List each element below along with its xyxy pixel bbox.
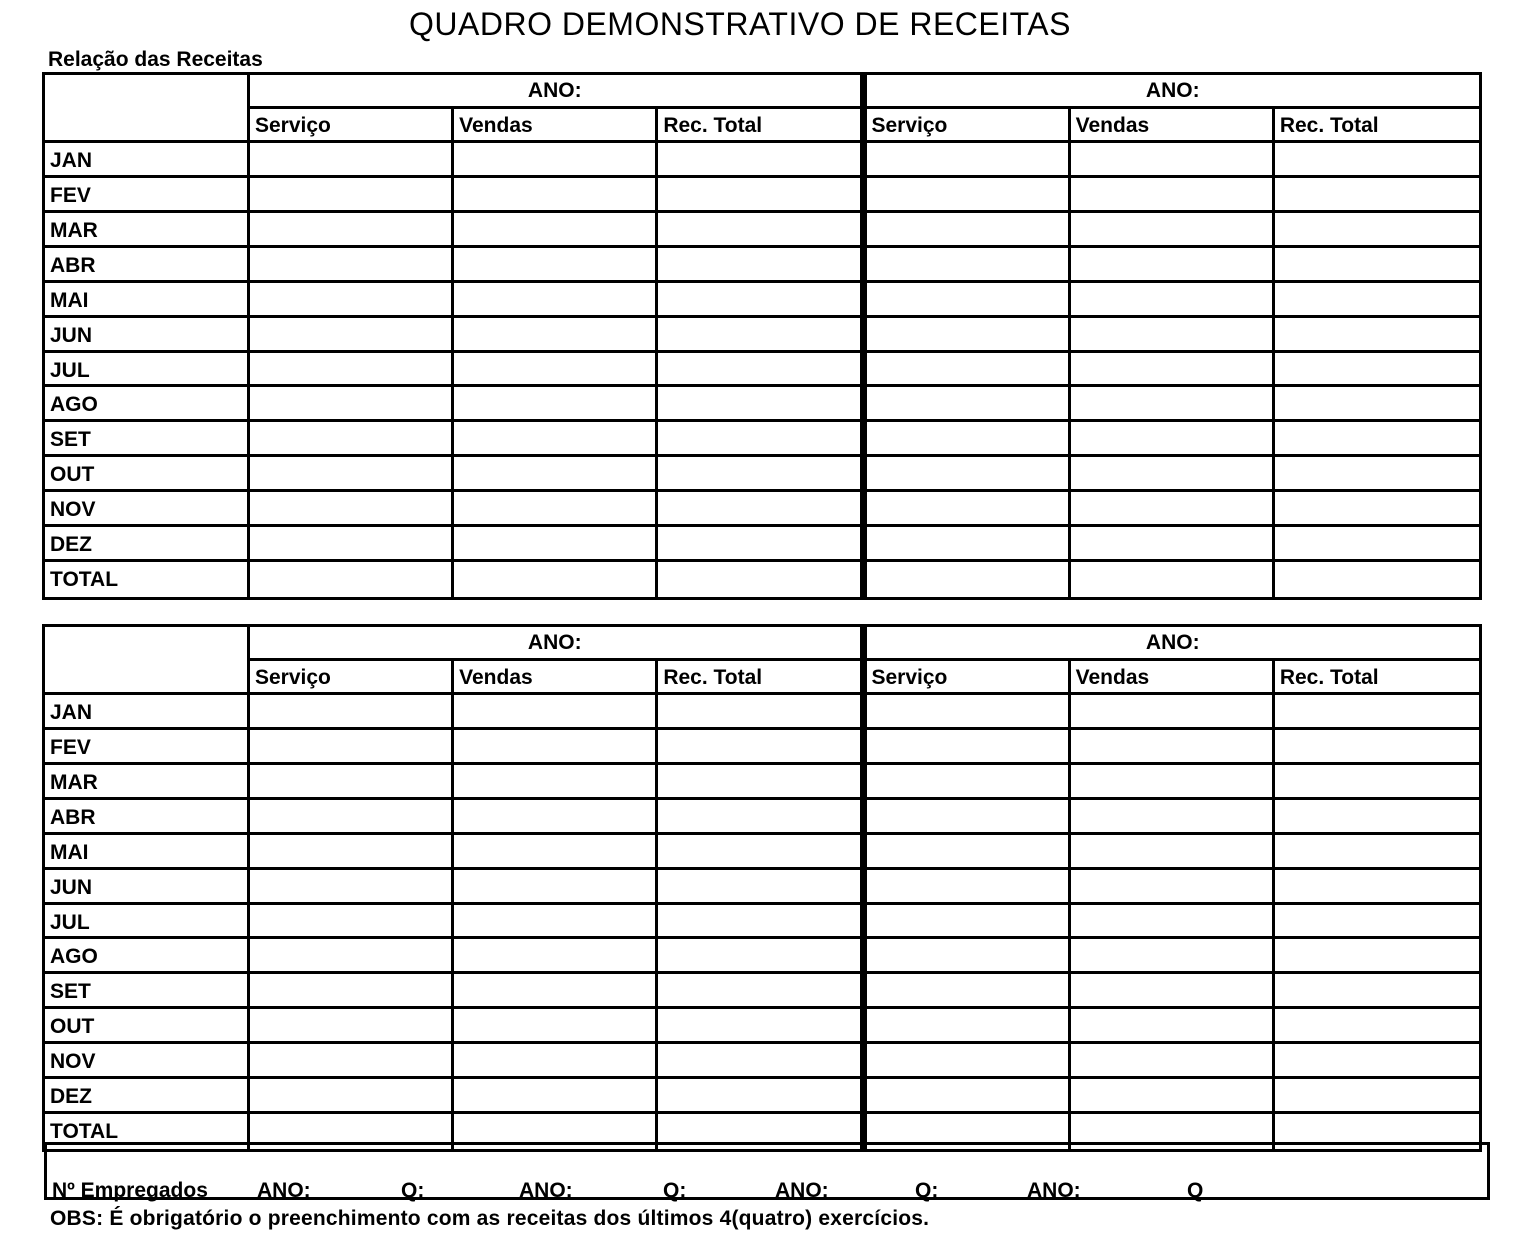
table-cell[interactable] — [658, 248, 862, 283]
table-cell[interactable] — [867, 974, 1071, 1009]
subtitle: Relação das Receitas — [48, 48, 263, 71]
column-header: Vendas — [1071, 661, 1275, 695]
column-header: Vendas — [454, 661, 658, 695]
table-cell[interactable] — [1071, 492, 1275, 527]
table-cell[interactable] — [867, 905, 1071, 940]
employees-q-label: Q: — [401, 1179, 425, 1202]
employees-q-field[interactable] — [429, 1197, 493, 1199]
employees-q-field[interactable] — [1207, 1197, 1269, 1199]
table-cell[interactable] — [867, 939, 1071, 974]
table-corner — [45, 627, 250, 695]
table-cell[interactable] — [454, 905, 658, 940]
table-cell[interactable] — [250, 457, 454, 492]
table-cell[interactable] — [454, 248, 658, 283]
table-cell[interactable] — [454, 353, 658, 388]
month-label: JUL — [45, 353, 250, 388]
table-cell[interactable] — [454, 730, 658, 765]
table-cell[interactable] — [454, 213, 658, 248]
employees-row — [44, 1142, 1490, 1200]
month-label: MAI — [45, 835, 250, 870]
table-cell[interactable] — [1275, 422, 1479, 457]
ano-label: ANO: — [250, 75, 863, 109]
table-cell[interactable] — [1071, 283, 1275, 318]
table-cell[interactable] — [658, 695, 862, 730]
table-cell[interactable] — [658, 178, 862, 213]
table-cell[interactable] — [1275, 492, 1479, 527]
month-label: SET — [45, 422, 250, 457]
month-label: ABR — [45, 248, 250, 283]
table-cell[interactable] — [250, 248, 454, 283]
table-cell[interactable] — [658, 730, 862, 765]
table-cell[interactable] — [1275, 730, 1479, 765]
table-cell[interactable] — [1071, 1044, 1275, 1079]
table-cell[interactable] — [250, 213, 454, 248]
table-cell[interactable] — [1071, 939, 1275, 974]
table-cell[interactable] — [1071, 318, 1275, 353]
revenue-table-2 — [42, 624, 1482, 1152]
employees-ano-field[interactable] — [315, 1197, 393, 1199]
table-cell[interactable] — [454, 457, 658, 492]
table-cell[interactable] — [250, 1044, 454, 1079]
employees-label: Nº Empregados — [52, 1179, 208, 1202]
table-cell[interactable] — [1071, 143, 1275, 178]
employees-ano-field[interactable] — [835, 1197, 915, 1199]
table-cell[interactable] — [1071, 905, 1275, 940]
employees-ano-field[interactable] — [1087, 1197, 1179, 1199]
table-cell[interactable] — [1071, 213, 1275, 248]
employees-q-label: Q: — [663, 1179, 687, 1202]
employees-q-field[interactable] — [943, 1197, 1007, 1199]
table-cell[interactable] — [1071, 1079, 1275, 1114]
column-header: Serviço — [250, 661, 454, 695]
month-label: SET — [45, 974, 250, 1009]
table-cell[interactable] — [1071, 178, 1275, 213]
table-cell[interactable] — [250, 527, 454, 562]
table-cell[interactable] — [250, 765, 454, 800]
column-header: Serviço — [250, 109, 454, 143]
table-cell[interactable] — [658, 562, 862, 597]
table-cell[interactable] — [454, 800, 658, 835]
month-label: JAN — [45, 143, 250, 178]
table-cell[interactable] — [1275, 283, 1479, 318]
month-label: FEV — [45, 730, 250, 765]
table-cell[interactable] — [867, 800, 1071, 835]
table-cell[interactable] — [867, 870, 1071, 905]
table-cell[interactable] — [867, 457, 1071, 492]
table-cell[interactable] — [658, 527, 862, 562]
table-cell[interactable] — [1275, 353, 1479, 388]
table-cell[interactable] — [1275, 974, 1479, 1009]
table-cell[interactable] — [658, 939, 862, 974]
table-cell[interactable] — [1071, 974, 1275, 1009]
table-cell[interactable] — [454, 939, 658, 974]
table-cell[interactable] — [1071, 527, 1275, 562]
table-cell[interactable] — [867, 695, 1071, 730]
month-label: FEV — [45, 178, 250, 213]
table-cell[interactable] — [454, 870, 658, 905]
month-label: DEZ — [45, 1079, 250, 1114]
table-cell[interactable] — [1071, 248, 1275, 283]
table-cell[interactable] — [250, 1009, 454, 1044]
column-header: Vendas — [1071, 109, 1275, 143]
month-label: MAR — [45, 765, 250, 800]
table-cell[interactable] — [454, 562, 658, 597]
table-cell[interactable] — [658, 1044, 862, 1079]
table-cell[interactable] — [658, 1079, 862, 1114]
table-cell[interactable] — [454, 422, 658, 457]
table-cell[interactable] — [658, 457, 862, 492]
table-cell[interactable] — [250, 870, 454, 905]
month-label: JUN — [45, 318, 250, 353]
table-cell[interactable] — [250, 283, 454, 318]
table-cell[interactable] — [1275, 143, 1479, 178]
table-cell[interactable] — [454, 178, 658, 213]
table-cell[interactable] — [867, 283, 1071, 318]
table-cell[interactable] — [454, 318, 658, 353]
table-cell[interactable] — [867, 492, 1071, 527]
table-cell[interactable] — [658, 283, 862, 318]
column-header: Serviço — [867, 109, 1071, 143]
month-label: NOV — [45, 492, 250, 527]
table-cell[interactable] — [1071, 562, 1275, 597]
month-label: MAR — [45, 213, 250, 248]
table-cell[interactable] — [250, 974, 454, 1009]
employees-ano-label: ANO: — [519, 1179, 573, 1202]
month-label: DEZ — [45, 527, 250, 562]
table-cell[interactable] — [454, 492, 658, 527]
table-cell[interactable] — [867, 730, 1071, 765]
table-cell[interactable] — [867, 353, 1071, 388]
table-cell[interactable] — [454, 387, 658, 422]
employees-ano-label: ANO: — [257, 1179, 311, 1202]
table-cell[interactable] — [250, 1079, 454, 1114]
table-cell[interactable] — [867, 1044, 1071, 1079]
table-cell[interactable] — [867, 835, 1071, 870]
table-cell[interactable] — [867, 213, 1071, 248]
month-label: AGO — [45, 387, 250, 422]
table-cell[interactable] — [658, 492, 862, 527]
table-cell[interactable] — [658, 318, 862, 353]
employees-q-field[interactable] — [691, 1197, 755, 1199]
month-label: OUT — [45, 457, 250, 492]
table-cell[interactable] — [1071, 730, 1275, 765]
table-cell[interactable] — [250, 422, 454, 457]
table-cell[interactable] — [250, 835, 454, 870]
table-cell[interactable] — [867, 1009, 1071, 1044]
month-label: TOTAL — [45, 1114, 250, 1149]
table-cell[interactable] — [658, 422, 862, 457]
month-label: OUT — [45, 1009, 250, 1044]
column-header: Rec. Total — [658, 661, 862, 695]
table-cell[interactable] — [867, 318, 1071, 353]
table-cell[interactable] — [1275, 1044, 1479, 1079]
table-cell[interactable] — [1275, 695, 1479, 730]
table-cell[interactable] — [867, 1079, 1071, 1114]
table-cell[interactable] — [250, 387, 454, 422]
table-cell[interactable] — [1071, 457, 1275, 492]
table-cell[interactable] — [867, 562, 1071, 597]
table-cell[interactable] — [454, 143, 658, 178]
table-cell[interactable] — [658, 387, 862, 422]
month-label: NOV — [45, 1044, 250, 1079]
month-label: JAN — [45, 695, 250, 730]
table-cell[interactable] — [867, 765, 1071, 800]
employees-ano-label: ANO: — [775, 1179, 829, 1202]
month-label: JUL — [45, 905, 250, 940]
column-header: Rec. Total — [658, 109, 862, 143]
table-cell[interactable] — [1071, 353, 1275, 388]
table-cell[interactable] — [1275, 457, 1479, 492]
table-cell[interactable] — [1275, 905, 1479, 940]
table-cell[interactable] — [250, 730, 454, 765]
table-cell[interactable] — [250, 318, 454, 353]
table-cell[interactable] — [658, 353, 862, 388]
table-cell[interactable] — [454, 835, 658, 870]
table-cell[interactable] — [1275, 939, 1479, 974]
table-cell[interactable] — [1275, 800, 1479, 835]
table-cell[interactable] — [867, 387, 1071, 422]
employees-ano-label: ANO: — [1027, 1179, 1081, 1202]
table-cell[interactable] — [250, 178, 454, 213]
table-cell[interactable] — [867, 178, 1071, 213]
table-cell[interactable] — [1275, 870, 1479, 905]
table-cell[interactable] — [1071, 835, 1275, 870]
table-cell[interactable] — [454, 1079, 658, 1114]
table-cell[interactable] — [867, 143, 1071, 178]
table-cell[interactable] — [1275, 213, 1479, 248]
table-cell[interactable] — [658, 143, 862, 178]
page-title: QUADRO DEMONSTRATIVO DE RECEITAS — [409, 6, 1071, 42]
employees-ano-field[interactable] — [577, 1197, 657, 1199]
column-header: Rec. Total — [1275, 109, 1479, 143]
table-cell[interactable] — [867, 527, 1071, 562]
column-header: Rec. Total — [1275, 661, 1479, 695]
table-cell[interactable] — [1071, 387, 1275, 422]
table-cell[interactable] — [454, 765, 658, 800]
table-cell[interactable] — [1275, 835, 1479, 870]
ano-label: ANO: — [250, 627, 863, 661]
month-label: ABR — [45, 800, 250, 835]
table-cell[interactable] — [454, 974, 658, 1009]
table-cell[interactable] — [658, 835, 862, 870]
employees-q-label: Q — [1187, 1179, 1204, 1202]
table-cell[interactable] — [250, 353, 454, 388]
table-cell[interactable] — [454, 527, 658, 562]
table-cell[interactable] — [1275, 387, 1479, 422]
table-cell[interactable] — [250, 800, 454, 835]
table-cell[interactable] — [250, 905, 454, 940]
column-header: Vendas — [454, 109, 658, 143]
table-cell[interactable] — [250, 695, 454, 730]
table-cell[interactable] — [454, 1044, 658, 1079]
table-corner — [45, 75, 250, 143]
table-cell[interactable] — [1071, 765, 1275, 800]
table-cell[interactable] — [1275, 1009, 1479, 1044]
table-cell[interactable] — [250, 939, 454, 974]
table-cell[interactable] — [867, 248, 1071, 283]
ano-label: ANO: — [867, 75, 1480, 109]
column-header: Serviço — [867, 661, 1071, 695]
obs-note: OBS: É obrigatório o preenchimento com as receitas dos últimos 4(quatro) exercícios. — [50, 1207, 930, 1230]
revenue-table-1 — [42, 72, 1482, 600]
table-cell[interactable] — [1275, 1079, 1479, 1114]
table-cell[interactable] — [1275, 248, 1479, 283]
table-cell[interactable] — [658, 974, 862, 1009]
employees-q-label: Q: — [915, 1179, 939, 1202]
table-cell[interactable] — [1275, 318, 1479, 353]
table-cell[interactable] — [1275, 178, 1479, 213]
table-cell[interactable] — [658, 765, 862, 800]
table-cell[interactable] — [1071, 422, 1275, 457]
table-cell[interactable] — [454, 283, 658, 318]
month-label: AGO — [45, 939, 250, 974]
table-cell[interactable] — [1275, 562, 1479, 597]
table-cell[interactable] — [250, 562, 454, 597]
table-cell[interactable] — [1071, 695, 1275, 730]
table-cell[interactable] — [658, 905, 862, 940]
table-cell[interactable] — [1071, 1009, 1275, 1044]
month-label: JUN — [45, 870, 250, 905]
table-cell[interactable] — [454, 1009, 658, 1044]
table-cell[interactable] — [867, 422, 1071, 457]
table-cell[interactable] — [250, 492, 454, 527]
table-cell[interactable] — [1275, 765, 1479, 800]
table-cell[interactable] — [658, 1009, 862, 1044]
table-cell[interactable] — [1275, 527, 1479, 562]
ano-label: ANO: — [867, 627, 1480, 661]
table-cell[interactable] — [658, 213, 862, 248]
table-cell[interactable] — [1071, 800, 1275, 835]
table-cell[interactable] — [454, 695, 658, 730]
table-cell[interactable] — [250, 143, 454, 178]
table-cell[interactable] — [1071, 870, 1275, 905]
month-label: TOTAL — [45, 562, 250, 597]
table-cell[interactable] — [658, 800, 862, 835]
table-cell[interactable] — [658, 870, 862, 905]
month-label: MAI — [45, 283, 250, 318]
